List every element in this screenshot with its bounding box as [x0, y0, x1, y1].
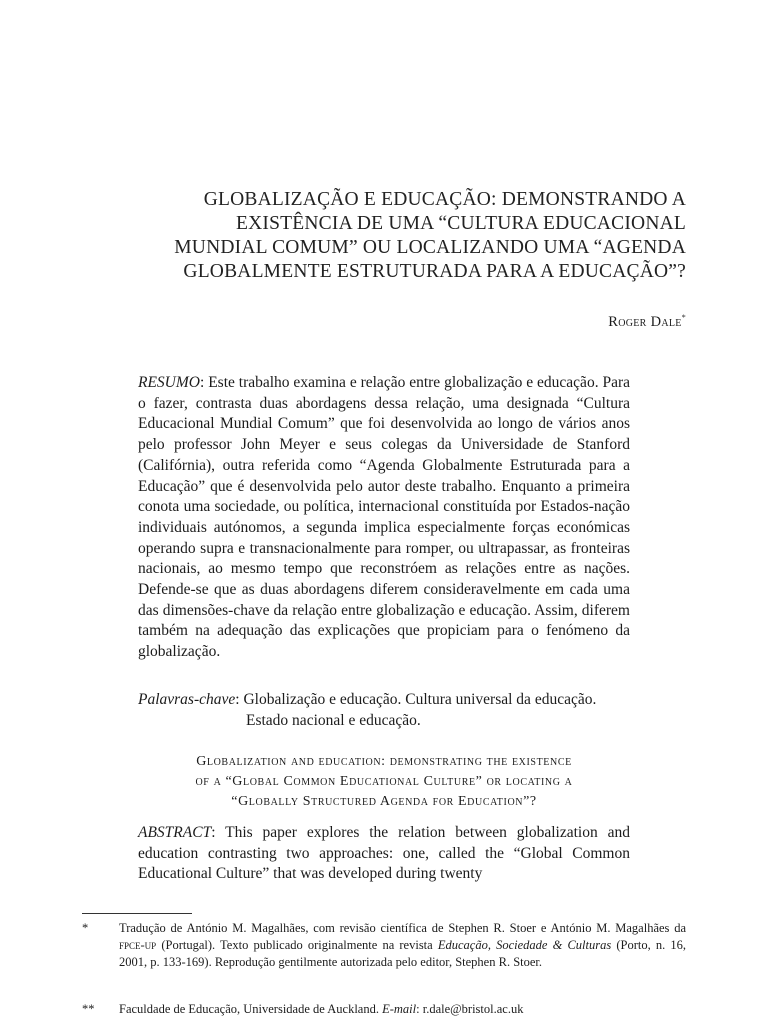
- author-footnote-mark: *: [681, 313, 686, 322]
- footnote-text-part: (Porto, n. 16, 2001, p. 133-169). Reprodução gentilmente autorizada pelo editor, Stephen R. Stoer.: [119, 938, 687, 969]
- title-line: GLOBALMENTE ESTRUTURADA PARA A EDUCAÇÃO”?: [183, 261, 686, 282]
- footnote-mark: *: [82, 921, 89, 935]
- english-title: [140, 752, 628, 812]
- footnote-affiliation: [82, 1001, 686, 1018]
- footnote-text-part: (Portugal). Texto publicado originalmente na revista: [156, 938, 438, 952]
- keywords-line-2: Estado nacional e educação.: [246, 711, 421, 729]
- title-line: EXISTÊNCIA DE UMA “CULTURA EDUCACIONAL: [236, 213, 686, 234]
- institution-abbreviation: fpce-up: [119, 938, 157, 952]
- footnote-mark: **: [82, 1002, 95, 1016]
- footnote-text-part: Faculdade de Educação, Universidade de Auckland.: [119, 1002, 383, 1016]
- abstract-label: ABSTRACT: [138, 824, 212, 841]
- footnote-divider: [82, 913, 192, 914]
- article-title: [100, 188, 686, 284]
- keywords-line-1: : Globalização e educação. Cultura universal da educação.: [235, 691, 597, 708]
- title-line: GLOBALIZAÇÃO E EDUCAÇÃO: DEMONSTRANDO A: [203, 189, 686, 210]
- abstract-text: : This paper explores the relation between globalization and education contrasting two approaches: one, called the “Global Common Educational Culture” that was developed during twenty: [138, 824, 630, 883]
- keywords-label: Palavras-chave: [138, 691, 236, 708]
- journal-name: Educação, Sociedade & Culturas: [437, 938, 612, 952]
- email-label: E-mail: [382, 1002, 417, 1016]
- author-email: : r.dale@bristol.ac.uk: [416, 1002, 524, 1016]
- abstract-paragraph: [138, 823, 630, 885]
- resumo-text: : Este trabalho examina e relação entre globalização e educação. Para o fazer, contrasta duas abordagens dessa relação, uma designada “Cultura Educacional Mundial Comum” que foi desenvolvida ao longo de vários anos pelo professor John Meyer e seus colegas da Universidade de Stanford (Califórnia), outra referida como “Agenda Globalmente Estruturada para a Educação” que é desenvolvida pelo autor deste trabalho. Enquanto a primeira conota uma sociedade, ou política, internacional constituída por Estados-nação individuais autónomos, a segunda implica especialmente forças económicas operando supra e transnacionalmente para romper, ou ultrapassar, as fronteiras nacionais, ao mesmo tempo que reconstróem as relações entre as nações. Defende-se que as duas abordagens diferem consideravelmente em cada uma das dimensões-chave da relação entre globalização e educação. Assim, diferem também na adequação das explicações que propiciam para o fenómeno da globalização.: [138, 374, 630, 661]
- keywords-paragraph: [138, 690, 638, 731]
- resumo-paragraph: [138, 373, 630, 663]
- footnote-text: [119, 920, 686, 971]
- english-title-line: “Globally Structured Agenda for Education”?: [231, 794, 537, 809]
- english-title-line: Globalization and education: demonstrating the existence: [196, 754, 572, 769]
- footnote-translation: [82, 920, 686, 971]
- english-title-line: of a “Global Common Educational Culture” or locating a: [195, 774, 573, 789]
- footnote-text: [119, 1001, 686, 1018]
- footnote-text-part: Tradução de António M. Magalhães, com revisão científica de Stephen R. Stoer e António M. Magalhães da: [119, 921, 686, 935]
- author-name: Roger Dale: [608, 313, 682, 330]
- author-byline: [608, 313, 686, 331]
- resumo-label: RESUMO: [138, 374, 200, 391]
- title-line: MUNDIAL COMUM” OU LOCALIZANDO UMA “AGENDA: [174, 237, 686, 258]
